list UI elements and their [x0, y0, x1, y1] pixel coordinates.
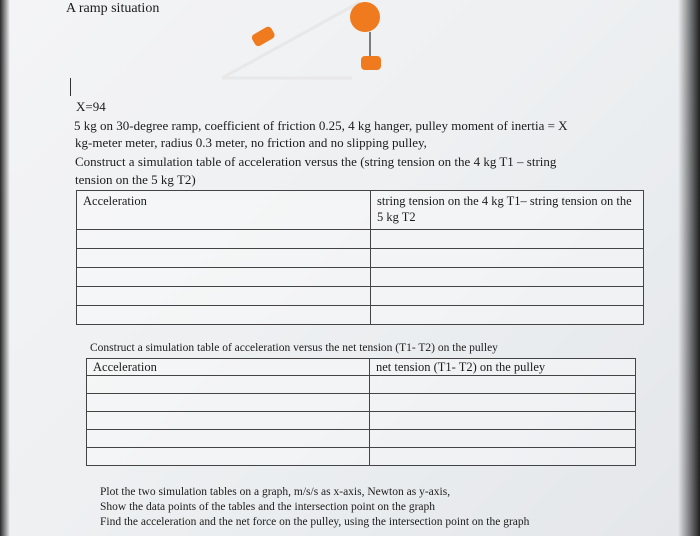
problem-line-1: 5 kg on 30-degree ramp, coefficient of friction 0.25, 4 kg hanger, pulley moment of inertia = X — [74, 118, 568, 133]
table-row[interactable] — [77, 287, 644, 306]
table2-header-acceleration: Acceleration — [87, 359, 370, 376]
text-cursor — [70, 78, 71, 96]
problem-line-2: kg-meter meter, radius 0.3 meter, no friction and no slipping pulley, — [75, 135, 427, 150]
hanging-mass — [361, 56, 381, 70]
table-row[interactable] — [87, 430, 636, 448]
table-row[interactable] — [87, 412, 636, 430]
instruction-line-2: Show the data points of the tables and the intersection point on the graph — [100, 501, 436, 513]
photo-edge-right — [678, 0, 700, 536]
x-value: X=94 — [76, 99, 106, 114]
photo-edge-left — [0, 0, 10, 536]
ramp-diagram — [210, 0, 410, 85]
table-row[interactable] — [87, 394, 636, 412]
table-row[interactable] — [87, 376, 636, 394]
ramp-block — [250, 25, 276, 47]
table2-caption: Construct a simulation table of acceleration versus the net tension (T1- T2) on the pulley — [90, 342, 498, 354]
instruction-line-1: Plot the two simulation tables on a graph, m/s/s as x-axis, Newton as y-axis, — [100, 486, 451, 498]
pulley-icon — [350, 2, 380, 32]
table1-header-tension: string tension on the 4 kg T1– string tension on the 5 kg T2 — [371, 191, 644, 230]
page-title: A ramp situation — [66, 1, 160, 16]
ramp-incline-line — [222, 2, 360, 78]
table1-header-acceleration: Acceleration — [77, 191, 371, 230]
table-row[interactable] — [87, 448, 636, 466]
table-row[interactable] — [77, 230, 644, 249]
problem-line-4: tension on the 5 kg T2) — [75, 172, 196, 187]
acceleration-vs-net-tension-table — [86, 358, 636, 466]
problem-line-3: Construct a simulation table of acceleration versus the (string tension on the 4 kg T1 – string — [75, 154, 557, 169]
table-row[interactable] — [77, 268, 644, 287]
table-row[interactable] — [77, 306, 644, 325]
acceleration-vs-string-tension-table — [76, 190, 644, 325]
table2-header-net-tension: net tension (T1- T2) on the pulley — [370, 359, 636, 376]
instruction-line-3: Find the acceleration and the net force on the pulley, using the intersection point on the graph — [100, 516, 530, 528]
table-row[interactable] — [77, 249, 644, 268]
